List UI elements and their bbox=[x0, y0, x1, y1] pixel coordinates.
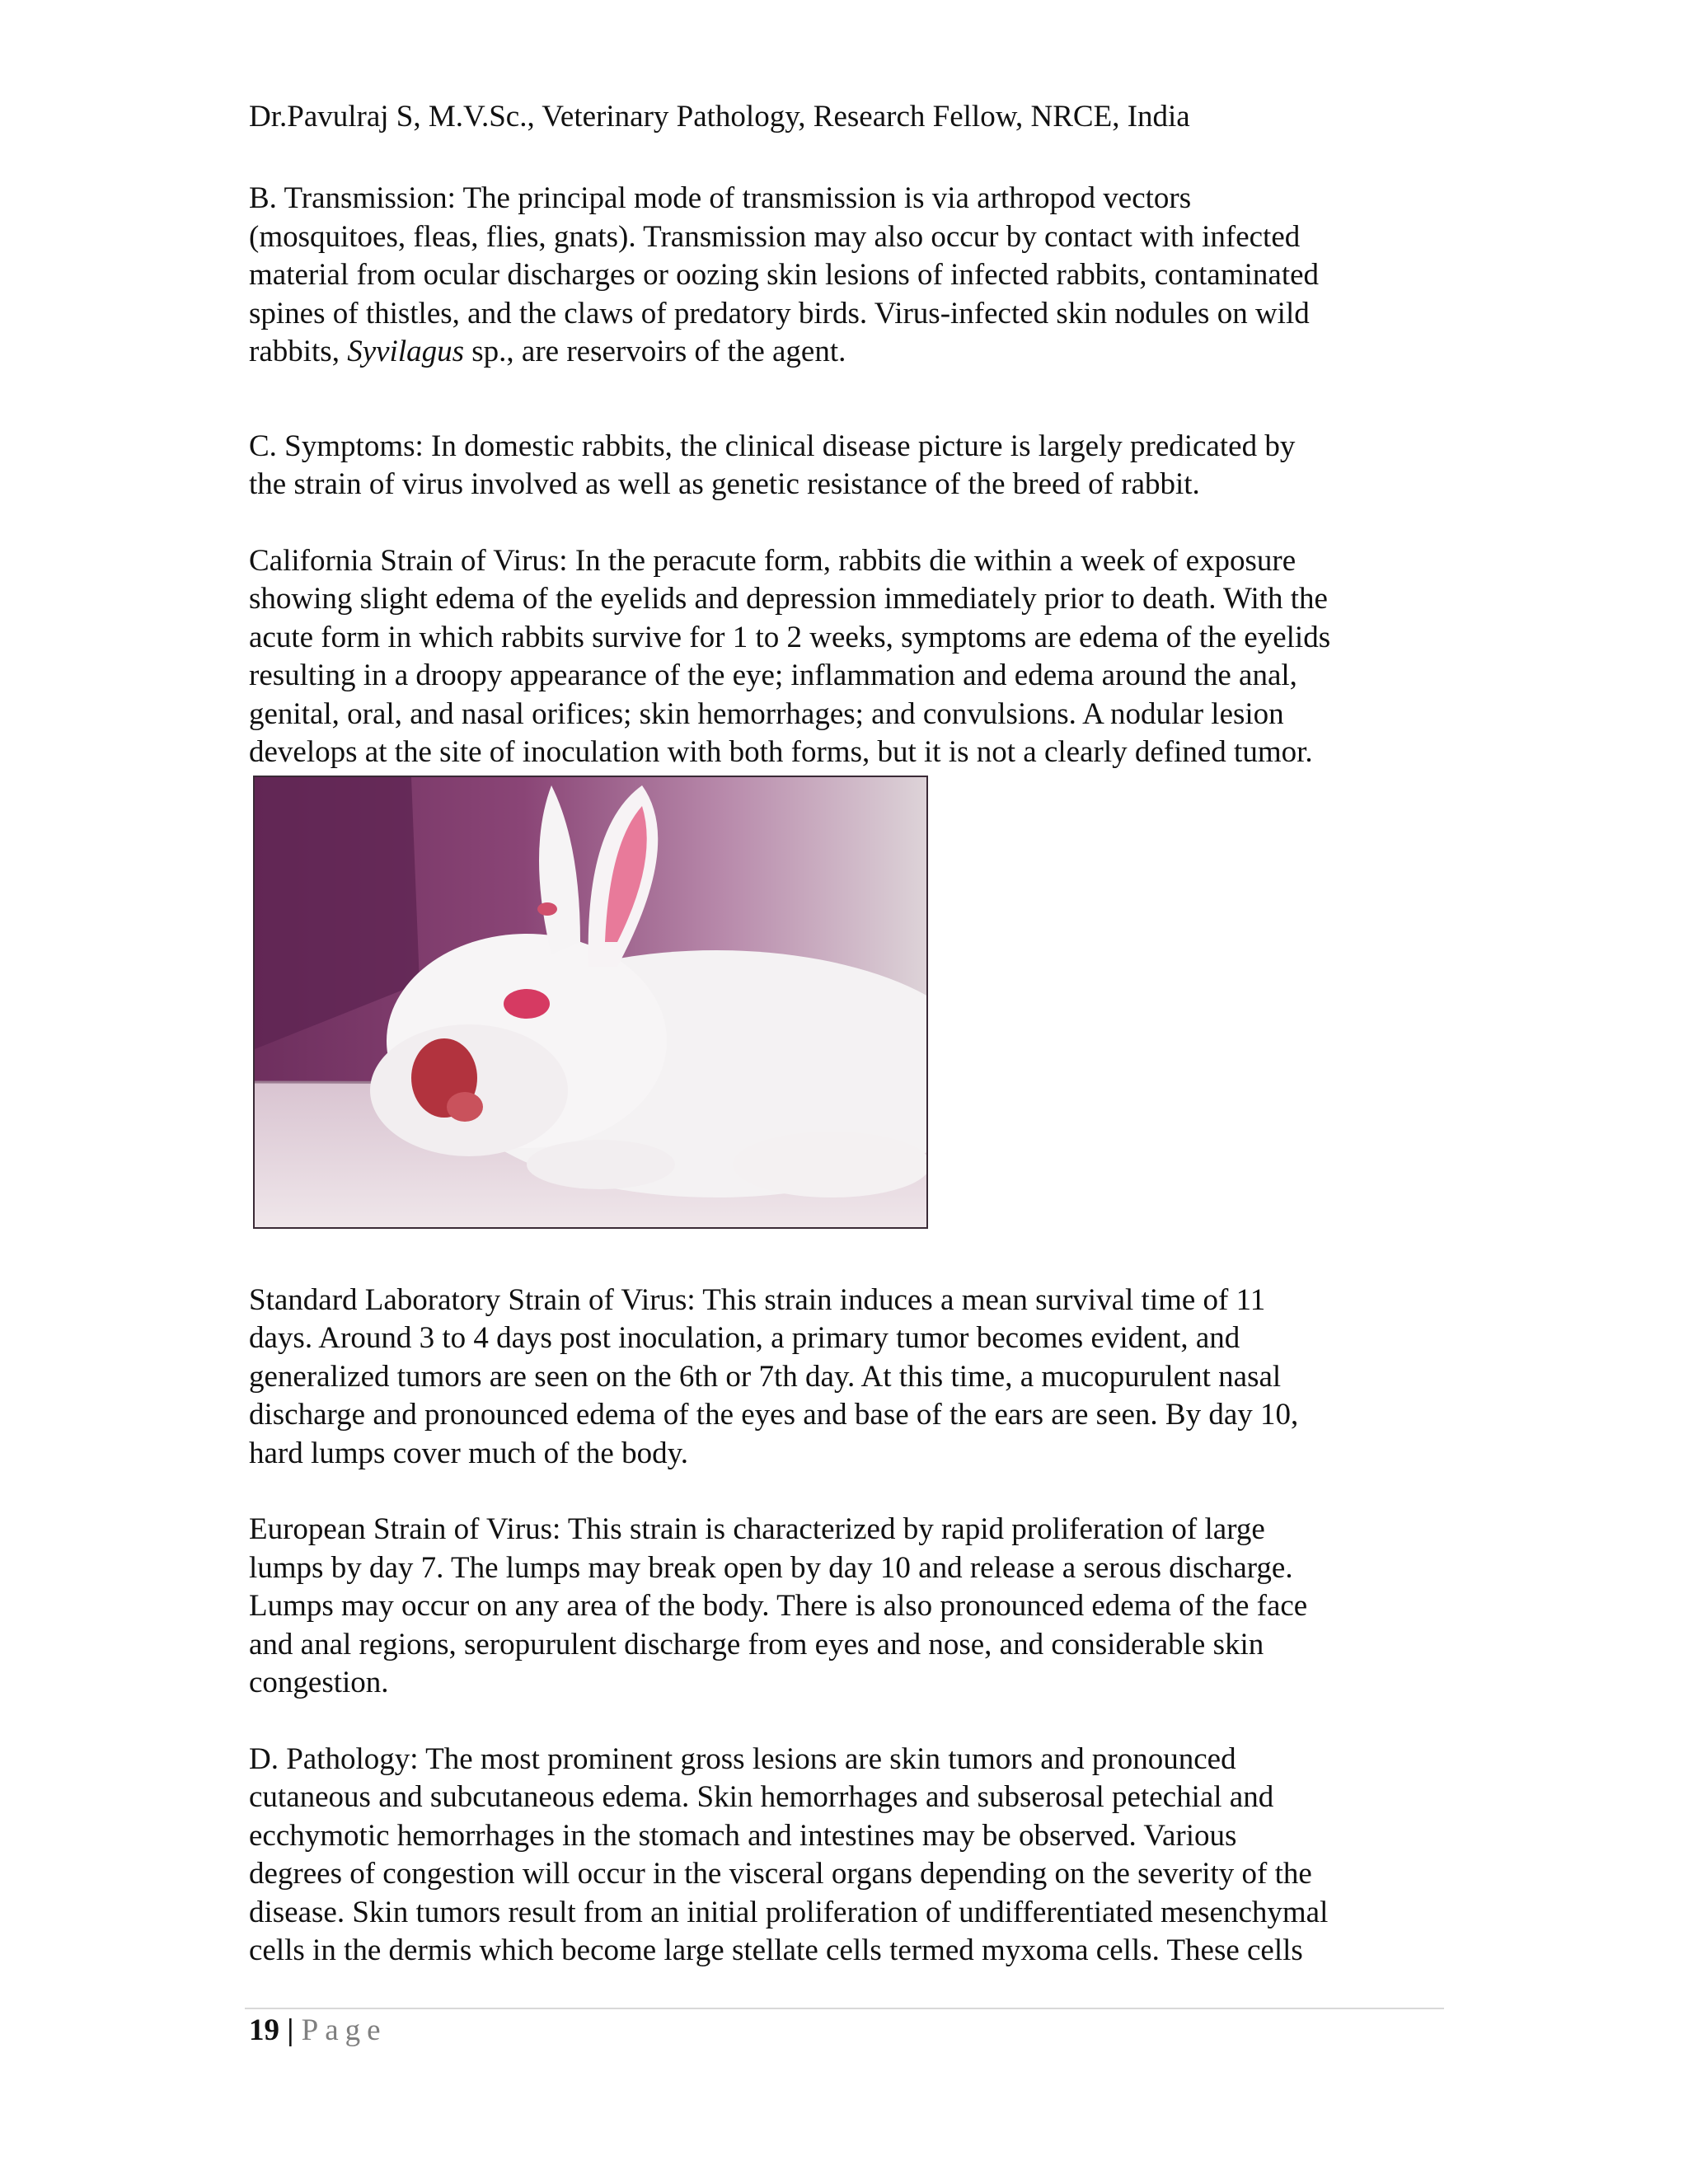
page-number: 19 bbox=[249, 2013, 279, 2047]
text-line: hard lumps cover much of the body. bbox=[249, 1436, 688, 1470]
text-line: genital, oral, and nasal orifices; skin hemorrhages; and convulsions. A nodular lesion bbox=[249, 696, 1284, 731]
text-line: showing slight edema of the eyelids and depression immediately prior to death. With the bbox=[249, 582, 1328, 616]
european-strain-paragraph bbox=[249, 1511, 1444, 1703]
text-line: C. Symptoms: In domestic rabbits, the clinical disease picture is largely predicated by bbox=[249, 429, 1296, 463]
symptoms-paragraph bbox=[249, 428, 1444, 504]
text-span: sp., are reservoirs of the agent. bbox=[464, 335, 846, 368]
text-line: degrees of congestion will occur in the visceral organs depending on the severity of the bbox=[249, 1857, 1312, 1891]
page-label: Page bbox=[301, 2013, 387, 2047]
text-line: develops at the site of inoculation with both forms, but it is not a clearly defined tumor. bbox=[249, 735, 1313, 769]
pathology-paragraph bbox=[249, 1741, 1444, 1971]
species-name: Syvilagus bbox=[347, 335, 465, 368]
text-line: Lumps may occur on any area of the body. There is also pronounced edema of the face bbox=[249, 1589, 1308, 1623]
text-line: congestion. bbox=[249, 1666, 389, 1699]
text-line: discharge and pronounced edema of the eyes and base of the ears are seen. By day 10, bbox=[249, 1398, 1299, 1432]
page-header: Dr.Pavulraj S, M.V.Sc., Veterinary Pathology, Research Fellow, NRCE, India bbox=[249, 100, 1190, 134]
text-line: cells in the dermis which become large stellate cells termed myxoma cells. These cells bbox=[249, 1933, 1303, 1967]
text-line: generalized tumors are seen on the 6th or 7th day. At this time, a mucopurulent nasal bbox=[249, 1359, 1282, 1394]
text-line: resulting in a droopy appearance of the eye; inflammation and edema around the anal, bbox=[249, 658, 1297, 692]
rabbit-illustration bbox=[255, 777, 926, 1227]
rabbit-photo bbox=[253, 776, 928, 1229]
text-line: acute form in which rabbits survive for 1 to 2 weeks, symptoms are edema of the eyelids bbox=[249, 620, 1331, 654]
text-line: European Strain of Virus: This strain is characterized by rapid proliferation of large bbox=[249, 1512, 1265, 1546]
text-line: the strain of virus involved as well as genetic resistance of the breed of rabbit. bbox=[249, 467, 1200, 501]
page-separator: | bbox=[279, 2013, 302, 2047]
text-line: D. Pathology: The most prominent gross lesions are skin tumors and pronounced bbox=[249, 1741, 1236, 1776]
text-line bbox=[249, 333, 1444, 372]
text-line: cutaneous and subcutaneous edema. Skin hemorrhages and subserosal petechial and bbox=[249, 1780, 1274, 1814]
text-line: disease. Skin tumors result from an initial proliferation of undifferentiated mesenchymal bbox=[249, 1895, 1329, 1929]
text-line: material from ocular discharges or oozing skin lesions of infected rabbits, contaminated bbox=[249, 258, 1320, 292]
text-line: ecchymotic hemorrhages in the stomach and intestines may be observed. Various bbox=[249, 1818, 1237, 1853]
text-span: rabbits, bbox=[249, 335, 348, 368]
text-line: and anal regions, seropurulent discharge from eyes and nose, and considerable skin bbox=[249, 1627, 1264, 1661]
text-line: California Strain of Virus: In the peracute form, rabbits die within a week of exposure bbox=[249, 543, 1296, 578]
text-line: B. Transmission: The principal mode of transmission is via arthropod vectors bbox=[249, 181, 1192, 215]
california-strain-paragraph bbox=[249, 542, 1444, 772]
text-line: days. Around 3 to 4 days post inoculation, a primary tumor becomes evident, and bbox=[249, 1321, 1240, 1355]
standard-strain-paragraph bbox=[249, 1282, 1444, 1474]
transmission-paragraph bbox=[249, 180, 1444, 372]
text-line: (mosquitoes, fleas, flies, gnats). Transmission may also occur by contact with infected bbox=[249, 219, 1301, 254]
footer-divider bbox=[245, 2008, 1444, 2009]
text-line: lumps by day 7. The lumps may break open by day 10 and release a serous discharge. bbox=[249, 1550, 1293, 1585]
page-content bbox=[249, 97, 1444, 1971]
page-footer bbox=[249, 2011, 387, 2050]
text-line: spines of thistles, and the claws of predatory birds. Virus-infected skin nodules on wild bbox=[249, 296, 1310, 330]
text-line: Standard Laboratory Strain of Virus: This strain induces a mean survival time of 11 bbox=[249, 1282, 1266, 1317]
